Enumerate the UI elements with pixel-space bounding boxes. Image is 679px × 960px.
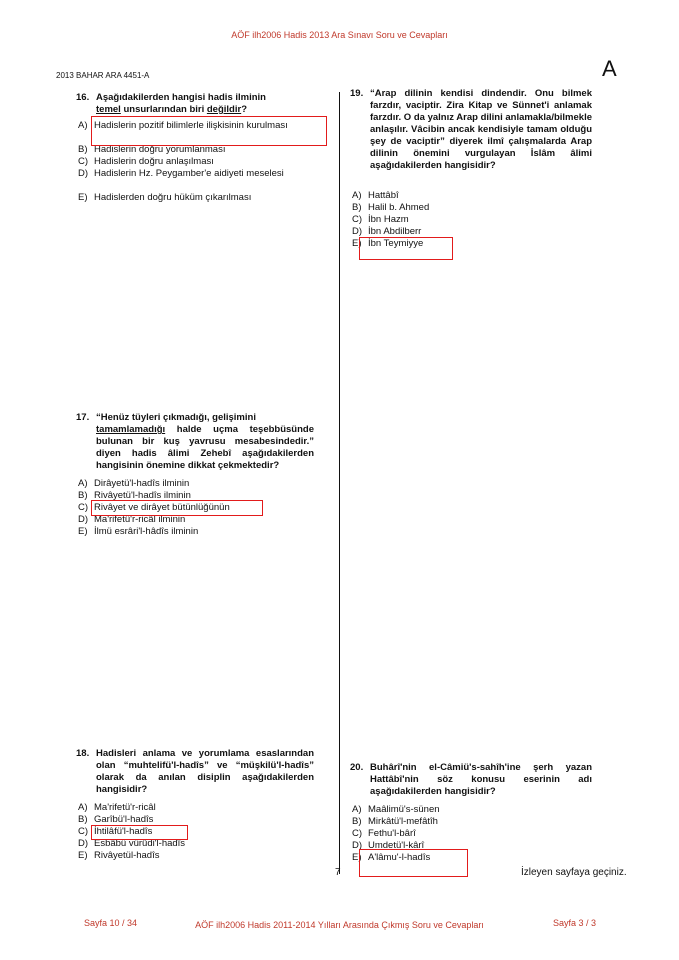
option-text: A'lâmu'-l-hadîs: [368, 852, 431, 863]
option-c[interactable]: [352, 828, 590, 840]
option-text: Rivâyetül-hadîs: [94, 850, 160, 861]
option-letter: C): [352, 828, 363, 839]
option-letter: A): [352, 804, 362, 815]
option-letter: A): [78, 802, 88, 813]
stem-part: ?: [241, 104, 247, 115]
option-letter: D): [78, 838, 89, 849]
option-c[interactable]: [352, 214, 590, 226]
exam-code: 2013 BAHAR ARA 4451-A: [56, 71, 150, 80]
document-header-title: AÖF ilh2006 Hadis 2013 Ara Sınavı Soru ve Cevapları: [231, 30, 448, 40]
option-letter: B): [352, 816, 362, 827]
option-text: Hadislerin doğru yorumlanması: [94, 144, 226, 155]
answer-highlight-18c: [91, 825, 188, 840]
option-letter: E): [352, 852, 362, 863]
option-b[interactable]: [352, 202, 590, 214]
option-text: İhtilâfü'l-hadîs: [94, 826, 153, 837]
option-letter: E): [78, 850, 88, 861]
booklet-letter: A: [602, 56, 617, 81]
option-text: Hadislerin pozitif bilimlerle ilişkisinin kurulması: [94, 120, 288, 131]
option-text: Mirkâtü'l-mefâtîh: [368, 816, 438, 827]
stem-underlined: tamamlamadığı: [96, 424, 166, 435]
page-number: 7: [335, 867, 341, 878]
option-d[interactable]: [78, 168, 316, 192]
question-18: [76, 748, 316, 868]
stem-part: unsurlarından biri: [120, 104, 207, 115]
question-stem: Hadisleri anlama ve yorumlama esaslarından olan “muhtelifü'l-hadîs” ve “müşkilü'l-hadîs” olarak da anılan disiplin aşağıdakilerden hangisidir?: [96, 748, 314, 795]
option-c[interactable]: [78, 156, 316, 168]
stem-part: halde uçma teşebbüsünde bulunan bir kuş yavrusu mesabesindedir.” diyen hadis âlimi Zehebî aşağıdakilerden hangisinin önemine dikkat çekmektedir?: [96, 424, 314, 471]
option-text: Fethu'l-bârî: [368, 828, 416, 839]
stem-part: “Henüz tüyleri çıkmadığı, gelişimini: [96, 412, 256, 423]
question-number: 20.: [350, 762, 364, 773]
option-text: Maâlimü's-sünen: [368, 804, 440, 815]
option-letter: A): [78, 478, 88, 489]
option-text: İlmü esrâri'l-hâdîs ilminin: [94, 526, 199, 537]
question-stem: Buhârî'nin el-Câmiü's-sahîh'ine şerh yazan Hattâbî'nin söz konusu eserinin adı aşağıdakilerden hangisidir?: [370, 762, 592, 797]
option-letter: B): [78, 144, 88, 155]
answer-highlight-16a: [91, 116, 327, 146]
option-letter: C): [78, 826, 89, 837]
option-letter: D): [78, 168, 89, 179]
question-stem: “Arap dilinin kendisi dindendir. Onu bilmek farzdır, vaciptir. Zira Kitap ve Sünnet'i anlamak farzdır. O da yalnız Arap dilini anlamakla/bilmekle anlaşılır. Vâcibin ancak kendisiyle tamam olduğu şey de vaciptir” diyerek ilmî çalışmalarda Arap dilinin önemini vurgulayan İslâm âlimi aşağıdakilerden hangisidir?: [370, 88, 592, 171]
stem-underlined: değildir: [206, 104, 242, 115]
option-letter: C): [78, 156, 89, 167]
option-letter: C): [78, 502, 89, 513]
option-a[interactable]: [352, 190, 590, 202]
option-letter: E): [352, 238, 362, 249]
option-text: Ma'rifetü'r-ricâl ilminin: [94, 514, 186, 525]
option-text: Garîbü'l-hadîs: [94, 814, 154, 825]
option-text: Hattâbî: [368, 190, 399, 201]
option-letter: C): [352, 214, 363, 225]
option-letter: D): [352, 840, 363, 851]
option-letter: A): [352, 190, 362, 201]
question-number: 16.: [76, 92, 90, 103]
footer-page-left: Sayfa 10 / 34: [84, 918, 138, 928]
answer-highlight-19e: [359, 237, 453, 260]
option-text: Rivâyet ve dirâyet bütünlüğünün: [94, 502, 230, 513]
option-text: Hadislerin Hz. Peygamber'e aidiyeti meselesi: [94, 168, 284, 179]
option-letter: E): [78, 526, 88, 537]
option-a[interactable]: [78, 478, 316, 490]
option-letter: E): [78, 192, 88, 203]
next-page-note: İzleyen sayfaya geçiniz.: [521, 867, 627, 878]
question-number: 18.: [76, 748, 90, 759]
option-text: Dirâyetü'l-hadîs ilminin: [94, 478, 190, 489]
footer-page-right: Sayfa 3 / 3: [553, 918, 597, 928]
answer-highlight-20e: [359, 849, 468, 877]
question-number: 19.: [350, 88, 364, 99]
option-e[interactable]: [78, 192, 316, 204]
option-text: Ma'rifetü'r-ricâl: [94, 802, 156, 813]
option-text: Rivâyetü'l-hadîs ilminin: [94, 490, 191, 501]
option-b[interactable]: [352, 816, 590, 828]
column-divider: [339, 92, 340, 874]
question-19: [350, 88, 594, 260]
option-letter: D): [352, 226, 363, 237]
option-letter: B): [352, 202, 362, 213]
option-text: Umdetü'l-kârî: [368, 840, 425, 851]
stem-underlined: temel: [96, 104, 121, 115]
option-text: İbn Hazm: [368, 214, 409, 225]
footer-title: AÖF ilh2006 Hadis 2011-2014 Yılları Arasında Çıkmış Soru ve Cevapları: [195, 920, 484, 930]
option-text: Halil b. Ahmed: [368, 202, 430, 213]
option-e[interactable]: [78, 850, 316, 862]
question-stem: [96, 92, 314, 116]
option-text: Esbâbü vürûdi'l-hadîs: [94, 838, 186, 849]
option-text: İbn Teymiyye: [368, 238, 424, 249]
option-letter: B): [78, 814, 88, 825]
option-a[interactable]: [78, 802, 316, 814]
option-a[interactable]: [352, 804, 590, 816]
option-text: Hadislerden doğru hüküm çıkarılması: [94, 192, 252, 203]
stem-part: Aşağıdakilerden hangisi hadis ilminin: [96, 92, 266, 103]
option-letter: D): [78, 514, 89, 525]
question-17: [76, 412, 316, 542]
option-letter: A): [78, 120, 88, 131]
question-stem: [96, 412, 314, 472]
answer-highlight-17c: [91, 500, 263, 516]
option-letter: B): [78, 490, 88, 501]
question-number: 17.: [76, 412, 90, 423]
question-16: [76, 92, 316, 212]
option-text: İbn Abdilberr: [368, 226, 422, 237]
option-text: Hadislerin doğru anlaşılması: [94, 156, 214, 167]
option-e[interactable]: [78, 526, 316, 538]
